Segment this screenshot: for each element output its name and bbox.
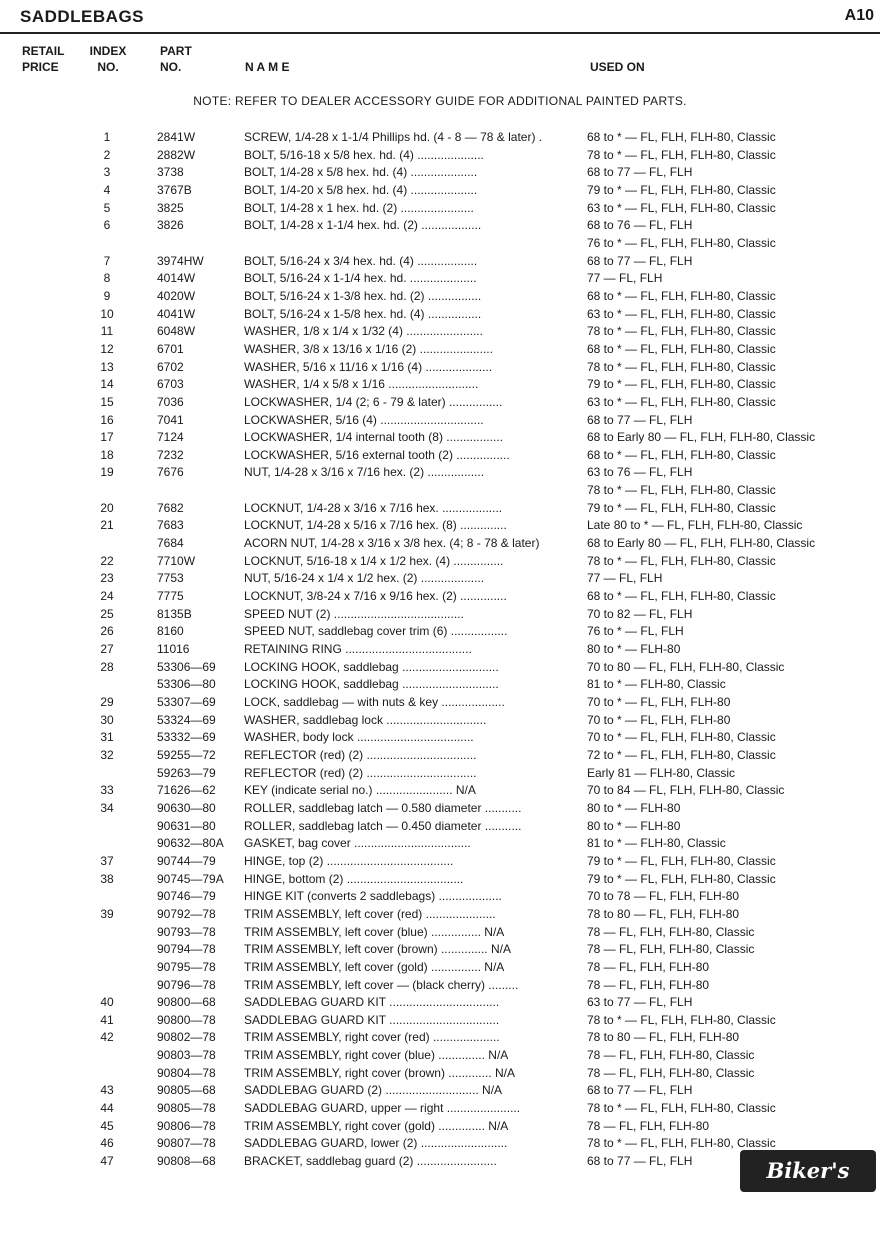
table-row xyxy=(0,729,880,747)
index-number: 30 xyxy=(100,712,114,727)
table-row xyxy=(0,800,880,818)
part-number: 53307—69 xyxy=(157,695,216,709)
used-on: 78 to 80 — FL, FLH, FLH-80 xyxy=(587,906,740,921)
column-header-index xyxy=(86,43,130,75)
used-on: 63 to * — FL, FLH, FLH-80, Classic xyxy=(587,394,776,409)
column-header-retail-line1: RETAIL xyxy=(22,44,65,58)
part-number: 90807—78 xyxy=(157,1136,216,1151)
part-number: 71626—62 xyxy=(157,783,216,798)
store-watermark: Biker's Store xyxy=(740,1150,876,1192)
index-number: 39 xyxy=(100,906,114,921)
part-number: 4014W xyxy=(157,271,196,286)
used-on: 68 to 77 — FL, FLH xyxy=(587,412,693,427)
part-name: BOLT, 5/16-24 x 1-3/8 hex. hd. (2) ................ xyxy=(244,288,482,303)
used-on: 78 to * — FL, FLH, FLH-80, Classic xyxy=(587,483,776,498)
part-number: 4041W xyxy=(157,306,196,321)
index-number: 4 xyxy=(103,182,111,197)
table-row xyxy=(0,429,880,447)
part-name: KEY (indicate serial no.) ....................... N/A xyxy=(244,783,476,798)
column-header-name: N A M E xyxy=(245,60,290,74)
part-number: 7682 xyxy=(157,500,184,515)
index-number: 34 xyxy=(100,800,114,815)
part-number: 90744—79 xyxy=(157,853,216,868)
used-on: 80 to * — FLH-80 xyxy=(587,642,681,657)
table-row xyxy=(0,853,880,871)
used-on: 79 to * — FL, FLH, FLH-80, Classic xyxy=(587,182,776,197)
index-number: 2 xyxy=(103,147,111,162)
index-number: 5 xyxy=(103,200,111,215)
index-number: 14 xyxy=(100,377,114,392)
index-number: 16 xyxy=(100,412,114,427)
part-name: BOLT, 1/4-28 x 5/8 hex. hd. (4) .................... xyxy=(244,165,478,180)
used-on: 70 to * — FL, FLH, FLH-80 xyxy=(587,695,731,709)
column-header-part xyxy=(160,43,192,75)
part-name: LOCKWASHER, 1/4 (2; 6 - 79 & later) ................ xyxy=(244,394,503,409)
part-number: 90745—79A xyxy=(157,871,224,886)
part-name: HINGE, bottom (2) ................................... xyxy=(244,871,464,886)
index-number: 28 xyxy=(100,659,114,674)
index-number: 22 xyxy=(100,553,114,568)
used-on: 70 to 82 — FL, FLH xyxy=(587,606,693,621)
part-name: LOCKING HOOK, saddlebag ............................. xyxy=(244,677,499,692)
used-on: 68 to 77 — FL, FLH xyxy=(587,1083,693,1098)
part-name: REFLECTOR (red) (2) ................................. xyxy=(244,765,477,780)
part-number: 90631—80 xyxy=(157,818,216,833)
part-name: LOCK, saddlebag — with nuts & key ................... xyxy=(244,695,505,709)
table-row xyxy=(0,323,880,341)
used-on: 63 to 77 — FL, FLH xyxy=(587,995,693,1010)
part-name: SADDLEBAG GUARD (2) ............................ N/A xyxy=(244,1083,503,1098)
table-row xyxy=(0,164,880,182)
part-name: REFLECTOR (red) (2) ................................. xyxy=(244,747,477,762)
used-on: 63 to 76 — FL, FLH xyxy=(587,465,693,480)
part-number: 90804—78 xyxy=(157,1065,216,1080)
part-number: 11016 xyxy=(157,642,190,657)
index-number: 40 xyxy=(100,995,114,1010)
index-number: 32 xyxy=(100,747,114,762)
part-name: TRIM ASSEMBLY, left cover (gold) ............... N/A xyxy=(244,959,505,974)
used-on: 68 to 77 — FL, FLH xyxy=(587,1154,693,1169)
index-number: 46 xyxy=(100,1136,114,1151)
column-header-index-line2: NO. xyxy=(97,60,119,74)
used-on: 77 — FL, FLH xyxy=(587,571,663,586)
part-number: 7232 xyxy=(157,447,184,462)
part-name: TRIM ASSEMBLY, right cover (blue) .............. N/A xyxy=(244,1048,509,1063)
used-on: 79 to * — FL, FLH, FLH-80, Classic xyxy=(587,377,776,392)
part-name: LOCKWASHER, 5/16 external tooth (2) ................ xyxy=(244,447,510,462)
part-name: TRIM ASSEMBLY, left cover (red) ..................... xyxy=(244,906,496,921)
used-on: 77 — FL, FLH xyxy=(587,271,663,286)
part-number: 90803—78 xyxy=(157,1048,216,1063)
part-name: SADDLEBAG GUARD, upper — right ...................... xyxy=(244,1101,521,1116)
part-number: 53324—69 xyxy=(157,712,216,727)
part-number: 90808—68 xyxy=(157,1154,216,1169)
dealer-note: NOTE: REFER TO DEALER ACCESSORY GUIDE FOR ADDITIONAL PAINTED PARTS. xyxy=(193,94,687,108)
column-header-retail-line2: PRICE xyxy=(22,60,59,74)
index-number: 6 xyxy=(103,218,111,233)
table-row xyxy=(0,941,880,959)
part-name: BOLT, 5/16-18 x 5/8 hex. hd. (4) .................... xyxy=(244,147,484,162)
used-on: 80 to * — FLH-80 xyxy=(587,800,681,815)
column-header-used-on: USED ON xyxy=(590,60,645,74)
index-number: 33 xyxy=(100,783,114,798)
used-on: 78 — FL, FLH, FLH-80 xyxy=(587,959,710,974)
index-number: 10 xyxy=(100,306,114,321)
used-on: 78 — FL, FLH, FLH-80 xyxy=(587,1118,710,1133)
index-number: 25 xyxy=(100,606,114,621)
part-number: 3825 xyxy=(157,200,184,215)
used-on: 80 to * — FLH-80 xyxy=(587,818,681,833)
part-number: 7036 xyxy=(157,394,184,409)
part-name: BOLT, 1/4-28 x 1 hex. hd. (2) ...................... xyxy=(244,200,474,215)
used-on: Late 80 to * — FL, FLH, FLH-80, Classic xyxy=(587,518,803,533)
part-number: 6701 xyxy=(157,341,184,356)
part-number: 90792—78 xyxy=(157,906,216,921)
table-row xyxy=(0,1065,880,1083)
used-on: 78 — FL, FLH, FLH-80 xyxy=(587,977,710,992)
part-name: LOCKNUT, 5/16-18 x 1/4 x 1/2 hex. (4) ............... xyxy=(244,553,504,568)
index-number: 45 xyxy=(100,1118,114,1133)
used-on: 68 to * — FL, FLH, FLH-80, Classic xyxy=(587,589,776,604)
used-on: 78 — FL, FLH, FLH-80, Classic xyxy=(587,1048,755,1063)
index-number: 47 xyxy=(100,1154,114,1169)
part-number: 7710W xyxy=(157,553,196,568)
table-row xyxy=(0,747,880,765)
index-number: 37 xyxy=(100,853,114,868)
table-row xyxy=(0,888,880,906)
part-number: 4020W xyxy=(157,288,196,303)
part-number: 53332—69 xyxy=(157,730,216,745)
part-name: TRIM ASSEMBLY, left cover — (black cherry) ......... xyxy=(244,977,519,992)
used-on: 81 to * — FLH-80, Classic xyxy=(587,836,726,851)
used-on: 68 to 77 — FL, FLH xyxy=(587,253,693,268)
index-number: 17 xyxy=(100,430,114,445)
table-row xyxy=(0,129,880,147)
index-number: 23 xyxy=(100,571,114,586)
part-name: LOCKING HOOK, saddlebag ............................. xyxy=(244,659,499,674)
index-number: 11 xyxy=(100,324,114,339)
table-row xyxy=(0,359,880,377)
used-on: 68 to 77 — FL, FLH xyxy=(587,165,693,180)
used-on: 78 — FL, FLH, FLH-80, Classic xyxy=(587,1065,755,1080)
part-name: WASHER, saddlebag lock .............................. xyxy=(244,712,487,727)
used-on: 72 to * — FL, FLH, FLH-80, Classic xyxy=(587,747,776,762)
table-row xyxy=(0,535,880,553)
part-name: BOLT, 1/4-20 x 5/8 hex. hd. (4) .................... xyxy=(244,182,478,197)
table-row xyxy=(0,553,880,571)
used-on: 70 to 84 — FL, FLH, FLH-80, Classic xyxy=(587,783,785,798)
part-name: WASHER, 1/4 x 5/8 x 1/16 ........................... xyxy=(244,377,479,392)
column-header-part-line2: NO. xyxy=(160,60,182,74)
part-name: SADDLEBAG GUARD KIT ................................. xyxy=(244,1012,500,1027)
used-on: 68 to * — FL, FLH, FLH-80, Classic xyxy=(587,447,776,462)
part-number: 90806—78 xyxy=(157,1118,216,1133)
part-number: 90632—80A xyxy=(157,836,224,851)
table-row xyxy=(0,712,880,730)
index-number: 9 xyxy=(103,288,111,303)
table-row xyxy=(0,376,880,394)
part-name: NUT, 5/16-24 x 1/4 x 1/2 hex. (2) ................... xyxy=(244,571,485,586)
table-row xyxy=(0,447,880,465)
used-on: 68 to * — FL, FLH, FLH-80, Classic xyxy=(587,341,776,356)
table-row xyxy=(0,835,880,853)
part-number: 7124 xyxy=(157,430,184,445)
table-row xyxy=(0,341,880,359)
index-number: 21 xyxy=(100,518,114,533)
part-number: 6048W xyxy=(157,324,196,339)
used-on: 68 to * — FL, FLH, FLH-80, Classic xyxy=(587,130,776,144)
index-number: 20 xyxy=(100,500,114,515)
index-number: 3 xyxy=(103,165,111,180)
index-number: 15 xyxy=(100,394,114,409)
part-name: WASHER, 5/16 x 11/16 x 1/16 (4) .................... xyxy=(244,359,493,374)
table-row xyxy=(0,200,880,218)
index-number: 12 xyxy=(100,341,114,356)
index-number: 38 xyxy=(100,871,114,886)
column-header-part-line1: PART xyxy=(160,44,192,58)
table-row xyxy=(0,924,880,942)
table-row xyxy=(0,253,880,271)
index-number: 44 xyxy=(100,1101,114,1116)
table-row xyxy=(0,959,880,977)
part-number: 90805—68 xyxy=(157,1083,216,1098)
used-on: 68 to Early 80 — FL, FLH, FLH-80, Classic xyxy=(587,430,816,445)
table-row xyxy=(0,994,880,1012)
part-name: RETAINING RING ...................................... xyxy=(244,642,472,657)
table-row xyxy=(0,288,880,306)
index-number: 43 xyxy=(100,1083,114,1098)
table-row xyxy=(0,306,880,324)
used-on: 76 to * — FL, FLH, FLH-80, Classic xyxy=(587,235,776,250)
used-on: 78 to * — FL, FLH, FLH-80, Classic xyxy=(587,553,776,568)
part-number: 90795—78 xyxy=(157,959,216,974)
table-row xyxy=(0,1012,880,1030)
table-row xyxy=(0,641,880,659)
part-name: HINGE, top (2) ...................................... xyxy=(244,853,454,868)
part-number: 90630—80 xyxy=(157,800,216,815)
part-number: 2841W xyxy=(157,130,196,144)
used-on: 76 to * — FL, FLH xyxy=(587,624,684,639)
table-row xyxy=(0,517,880,535)
index-number: 19 xyxy=(100,465,114,480)
part-name: ROLLER, saddlebag latch — 0.580 diameter ........... xyxy=(244,800,522,815)
table-row xyxy=(0,606,880,624)
part-name: BOLT, 5/16-24 x 3/4 hex. hd. (4) .................. xyxy=(244,253,478,268)
part-name: TRIM ASSEMBLY, right cover (gold) .............. N/A xyxy=(244,1118,509,1133)
part-name: WASHER, 1/8 x 1/4 x 1/32 (4) ....................... xyxy=(244,324,483,339)
index-number: 27 xyxy=(100,642,114,657)
part-name: BOLT, 5/16-24 x 1-5/8 hex. hd. (4) ................ xyxy=(244,306,482,321)
index-number: 26 xyxy=(100,624,114,639)
table-row xyxy=(0,1118,880,1136)
part-number: 90805—78 xyxy=(157,1101,216,1116)
used-on: 70 to * — FL, FLH, FLH-80 xyxy=(587,712,731,727)
used-on: 70 to 80 — FL, FLH, FLH-80, Classic xyxy=(587,659,785,674)
part-name: SPEED NUT, saddlebag cover trim (6) ................. xyxy=(244,624,508,639)
used-on: 78 to * — FL, FLH, FLH-80, Classic xyxy=(587,147,776,162)
used-on: 63 to * — FL, FLH, FLH-80, Classic xyxy=(587,306,776,321)
part-number: 90794—78 xyxy=(157,942,216,957)
part-number: 6703 xyxy=(157,377,184,392)
table-row xyxy=(0,1029,880,1047)
parts-table xyxy=(0,129,880,1171)
used-on: 78 to * — FL, FLH, FLH-80, Classic xyxy=(587,1012,776,1027)
used-on: 78 to 80 — FL, FLH, FLH-80 xyxy=(587,1030,740,1045)
used-on: 68 to 76 — FL, FLH xyxy=(587,218,693,233)
part-number: 3738 xyxy=(157,165,184,180)
table-row xyxy=(0,482,880,500)
table-row xyxy=(0,412,880,430)
used-on: 78 — FL, FLH, FLH-80, Classic xyxy=(587,942,755,957)
part-number: 2882W xyxy=(157,147,196,162)
table-row xyxy=(0,464,880,482)
table-row xyxy=(0,217,880,235)
part-name: LOCKNUT, 1/4-28 x 5/16 x 7/16 hex. (8) .............. xyxy=(244,518,507,533)
used-on: 78 to * — FL, FLH, FLH-80, Classic xyxy=(587,324,776,339)
part-number: 6702 xyxy=(157,359,184,374)
used-on: 79 to * — FL, FLH, FLH-80, Classic xyxy=(587,500,776,515)
table-row xyxy=(0,818,880,836)
part-number: 53306—80 xyxy=(157,677,216,692)
used-on: 70 to * — FL, FLH, FLH-80, Classic xyxy=(587,730,776,745)
index-number: 41 xyxy=(100,1012,114,1027)
part-name: SPEED NUT (2) ....................................... xyxy=(244,606,464,621)
table-row xyxy=(0,570,880,588)
part-number: 7775 xyxy=(157,589,184,604)
part-number: 8135B xyxy=(157,606,192,621)
table-row xyxy=(0,871,880,889)
part-name: ACORN NUT, 1/4-28 x 3/16 x 3/8 hex. (4; 8 - 78 & later) xyxy=(244,536,540,551)
part-name: SCREW, 1/4-28 x 1-1/4 Phillips hd. (4 - 8 — 78 & later) . xyxy=(244,130,543,144)
part-number: 7684 xyxy=(157,536,184,551)
index-number: 31 xyxy=(100,730,114,745)
index-number: 24 xyxy=(100,589,114,604)
used-on: 78 to * — FL, FLH, FLH-80, Classic xyxy=(587,1136,776,1151)
part-name: LOCKWASHER, 5/16 (4) ............................... xyxy=(244,412,484,427)
part-name: HINGE KIT (converts 2 saddlebags) ................... xyxy=(244,889,502,904)
part-name: NUT, 1/4-28 x 3/16 x 7/16 hex. (2) ................. xyxy=(244,465,485,480)
part-name: WASHER, 3/8 x 13/16 x 1/16 (2) ...................... xyxy=(244,341,493,356)
part-name: BOLT, 1/4-28 x 1-1/4 hex. hd. (2) .................. xyxy=(244,218,482,233)
table-row xyxy=(0,659,880,677)
index-number: 7 xyxy=(103,253,111,268)
table-row xyxy=(0,182,880,200)
table-row xyxy=(0,906,880,924)
part-name: LOCKWASHER, 1/4 internal tooth (8) ................. xyxy=(244,430,503,445)
part-number: 8160 xyxy=(157,624,184,639)
table-row xyxy=(0,1100,880,1118)
part-number: 90800—78 xyxy=(157,1012,216,1027)
header-divider xyxy=(0,32,880,34)
part-name: ROLLER, saddlebag latch — 0.450 diameter ........... xyxy=(244,818,522,833)
page-code: A10 xyxy=(844,7,874,24)
part-number: 3826 xyxy=(157,218,184,233)
table-row xyxy=(0,676,880,694)
part-name: LOCKNUT, 1/4-28 x 3/16 x 7/16 hex. .................. xyxy=(244,500,503,515)
part-name: SADDLEBAG GUARD KIT ................................. xyxy=(244,995,500,1010)
used-on: 68 to Early 80 — FL, FLH, FLH-80, Classic xyxy=(587,536,816,551)
table-row xyxy=(0,394,880,412)
used-on: 78 to * — FL, FLH, FLH-80, Classic xyxy=(587,1101,776,1116)
table-row xyxy=(0,270,880,288)
used-on: 63 to * — FL, FLH, FLH-80, Classic xyxy=(587,200,776,215)
table-row xyxy=(0,500,880,518)
part-number: 7041 xyxy=(157,412,184,427)
table-row xyxy=(0,147,880,165)
part-name: BOLT, 5/16-24 x 1-1/4 hex. hd. .................... xyxy=(244,271,477,286)
index-number: 29 xyxy=(100,695,114,709)
index-number: 8 xyxy=(103,271,111,286)
index-number: 42 xyxy=(100,1030,114,1045)
part-number: 59255—72 xyxy=(157,747,216,762)
part-name: TRIM ASSEMBLY, left cover (brown) .............. N/A xyxy=(244,942,511,957)
part-number: 59263—79 xyxy=(157,765,216,780)
used-on: 81 to * — FLH-80, Classic xyxy=(587,677,726,692)
table-row xyxy=(0,588,880,606)
column-header-index-line1: INDEX xyxy=(89,44,127,58)
part-number: 90800—68 xyxy=(157,995,216,1010)
part-number: 7676 xyxy=(157,465,184,480)
used-on: 78 to * — FL, FLH, FLH-80, Classic xyxy=(587,359,776,374)
part-number: 53306—69 xyxy=(157,659,216,674)
used-on: 79 to * — FL, FLH, FLH-80, Classic xyxy=(587,853,776,868)
part-number: 3974HW xyxy=(157,253,204,268)
page-title: SADDLEBAGS xyxy=(20,7,145,26)
index-number: 18 xyxy=(100,447,114,462)
part-name: GASKET, bag cover ................................... xyxy=(244,836,471,851)
part-name: BRACKET, saddlebag guard (2) ........................ xyxy=(244,1154,497,1169)
table-row xyxy=(0,977,880,995)
part-name: SADDLEBAG GUARD, lower (2) .......................... xyxy=(244,1136,508,1151)
used-on: Early 81 — FLH-80, Classic xyxy=(587,765,736,780)
column-header-retail-price xyxy=(22,43,64,75)
part-number: 90746—79 xyxy=(157,889,216,904)
part-number: 7683 xyxy=(157,518,184,533)
used-on: 78 — FL, FLH, FLH-80, Classic xyxy=(587,924,755,939)
index-number: 1 xyxy=(103,130,111,144)
table-row xyxy=(0,235,880,253)
part-number: 90796—78 xyxy=(157,977,216,992)
used-on: 79 to * — FL, FLH, FLH-80, Classic xyxy=(587,871,776,886)
table-row xyxy=(0,623,880,641)
part-name: TRIM ASSEMBLY, left cover (blue) ............... N/A xyxy=(244,924,505,939)
table-row xyxy=(0,765,880,783)
table-row xyxy=(0,1082,880,1100)
index-number: 13 xyxy=(100,359,114,374)
part-number: 7753 xyxy=(157,571,184,586)
used-on: 70 to 78 — FL, FLH, FLH-80 xyxy=(587,889,740,904)
part-name: TRIM ASSEMBLY, right cover (brown) ............. N/A xyxy=(244,1065,515,1080)
table-row xyxy=(0,1047,880,1065)
table-row xyxy=(0,694,880,712)
part-name: LOCKNUT, 3/8-24 x 7/16 x 9/16 hex. (2) .............. xyxy=(244,589,507,604)
table-row xyxy=(0,782,880,800)
used-on: 68 to * — FL, FLH, FLH-80, Classic xyxy=(587,288,776,303)
part-name: TRIM ASSEMBLY, right cover (red) .................... xyxy=(244,1030,500,1045)
part-name: WASHER, body lock ................................... xyxy=(244,730,474,745)
part-number: 90793—78 xyxy=(157,924,216,939)
part-number: 3767B xyxy=(157,182,192,197)
part-number: 90802—78 xyxy=(157,1030,216,1045)
